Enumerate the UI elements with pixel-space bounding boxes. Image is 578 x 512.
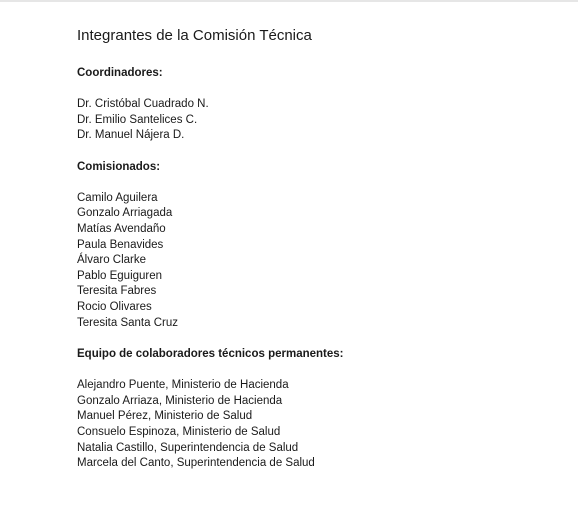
- list-item: Teresita Fabres: [77, 285, 157, 298]
- section-colaboradores: [77, 347, 557, 472]
- list-item: Álvaro Clarke: [77, 254, 147, 267]
- list-item: Teresita Santa Cruz: [77, 316, 178, 329]
- section-comisionados: [77, 160, 557, 331]
- list-item: Camilo Aguilera: [77, 191, 158, 204]
- section-heading: Comisionados:: [77, 160, 161, 173]
- document-page: [77, 27, 557, 488]
- document-title: Integrantes de la Comisión Técnica: [77, 27, 312, 44]
- section-heading: Equipo de colaboradores técnicos permanentes:: [77, 348, 344, 361]
- list-item: Pablo Eguiguren: [77, 269, 163, 282]
- list-item: Dr. Emilio Santelices C.: [77, 113, 198, 126]
- list-item: Paula Benavides: [77, 238, 164, 251]
- section-coordinadores: [77, 66, 557, 144]
- list-item: Dr. Manuel Nájera D.: [77, 129, 185, 142]
- list-item: Natalia Castillo, Superintendencia de Salud: [77, 441, 299, 454]
- list-item: Manuel Pérez, Ministerio de Salud: [77, 410, 253, 423]
- list-item: Alejandro Puente, Ministerio de Hacienda: [77, 379, 289, 392]
- list-item: Dr. Cristóbal Cuadrado N.: [77, 98, 209, 110]
- list-item: Rocio Olivares: [77, 300, 152, 313]
- list-item: Gonzalo Arriagada: [77, 207, 173, 220]
- member-list: [77, 378, 557, 472]
- member-list: [77, 97, 557, 144]
- section-heading: Coordinadores:: [77, 67, 163, 79]
- list-item: Gonzalo Arriaza, Ministerio de Hacienda: [77, 394, 283, 407]
- list-item: Consuelo Espinoza, Ministerio de Salud: [77, 425, 281, 438]
- list-item: Marcela del Canto, Superintendencia de Salud: [77, 457, 315, 470]
- list-item: Matías Avendaño: [77, 222, 166, 235]
- page-top-border: [0, 0, 578, 2]
- member-list: [77, 191, 557, 331]
